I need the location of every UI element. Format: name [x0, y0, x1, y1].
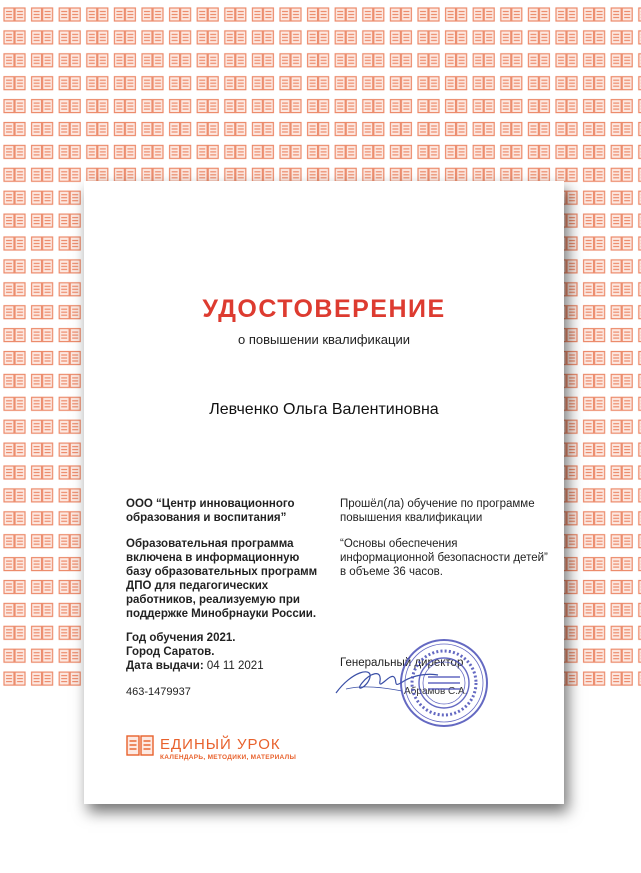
- issue-date: [126, 659, 326, 673]
- certificate-subtitle: о повышении квалификации: [238, 332, 410, 347]
- open-book-icon: [126, 734, 154, 758]
- city: Город Саратов.: [126, 646, 215, 658]
- director-name: Абрамов С.А.: [404, 686, 468, 697]
- issue-date-value: 04 11 2021: [203, 660, 264, 672]
- study-year: Год обучения 2021.: [126, 632, 236, 644]
- organization-name: ООО “Центр инновационного образования и воспитания”: [126, 498, 295, 524]
- round-seal-icon: [398, 637, 490, 729]
- edinyi-urok-logo: [126, 734, 297, 763]
- director-title: Генеральный директор: [340, 657, 464, 669]
- logo-tagline: КАЛЕНДАРЬ, МЕТОДИКИ, МАТЕРИАЛЫ: [160, 754, 297, 761]
- issue-date-label: Дата выдачи:: [126, 660, 204, 672]
- program-note: Образовательная программа включена в информационную базу образовательных программ ДПО для педагогических работников, реализуемую при поддержке Минобрнауки России.: [126, 538, 318, 620]
- course-description: “Основы обеспечения информационной безопасности детей” в объеме 36 часов.: [340, 538, 548, 578]
- registration-number: 463-1479937: [126, 686, 191, 698]
- certificate: [84, 181, 564, 804]
- certificate-title: УДОСТОВЕРЕНИЕ: [202, 295, 446, 323]
- recipient-name: Левченко Ольга Валентиновна: [209, 401, 439, 418]
- logo-name: ЕДИНЫЙ УРОК: [160, 736, 281, 753]
- completion-intro: Прошёл(ла) обучение по программе повышения квалификации: [340, 498, 535, 524]
